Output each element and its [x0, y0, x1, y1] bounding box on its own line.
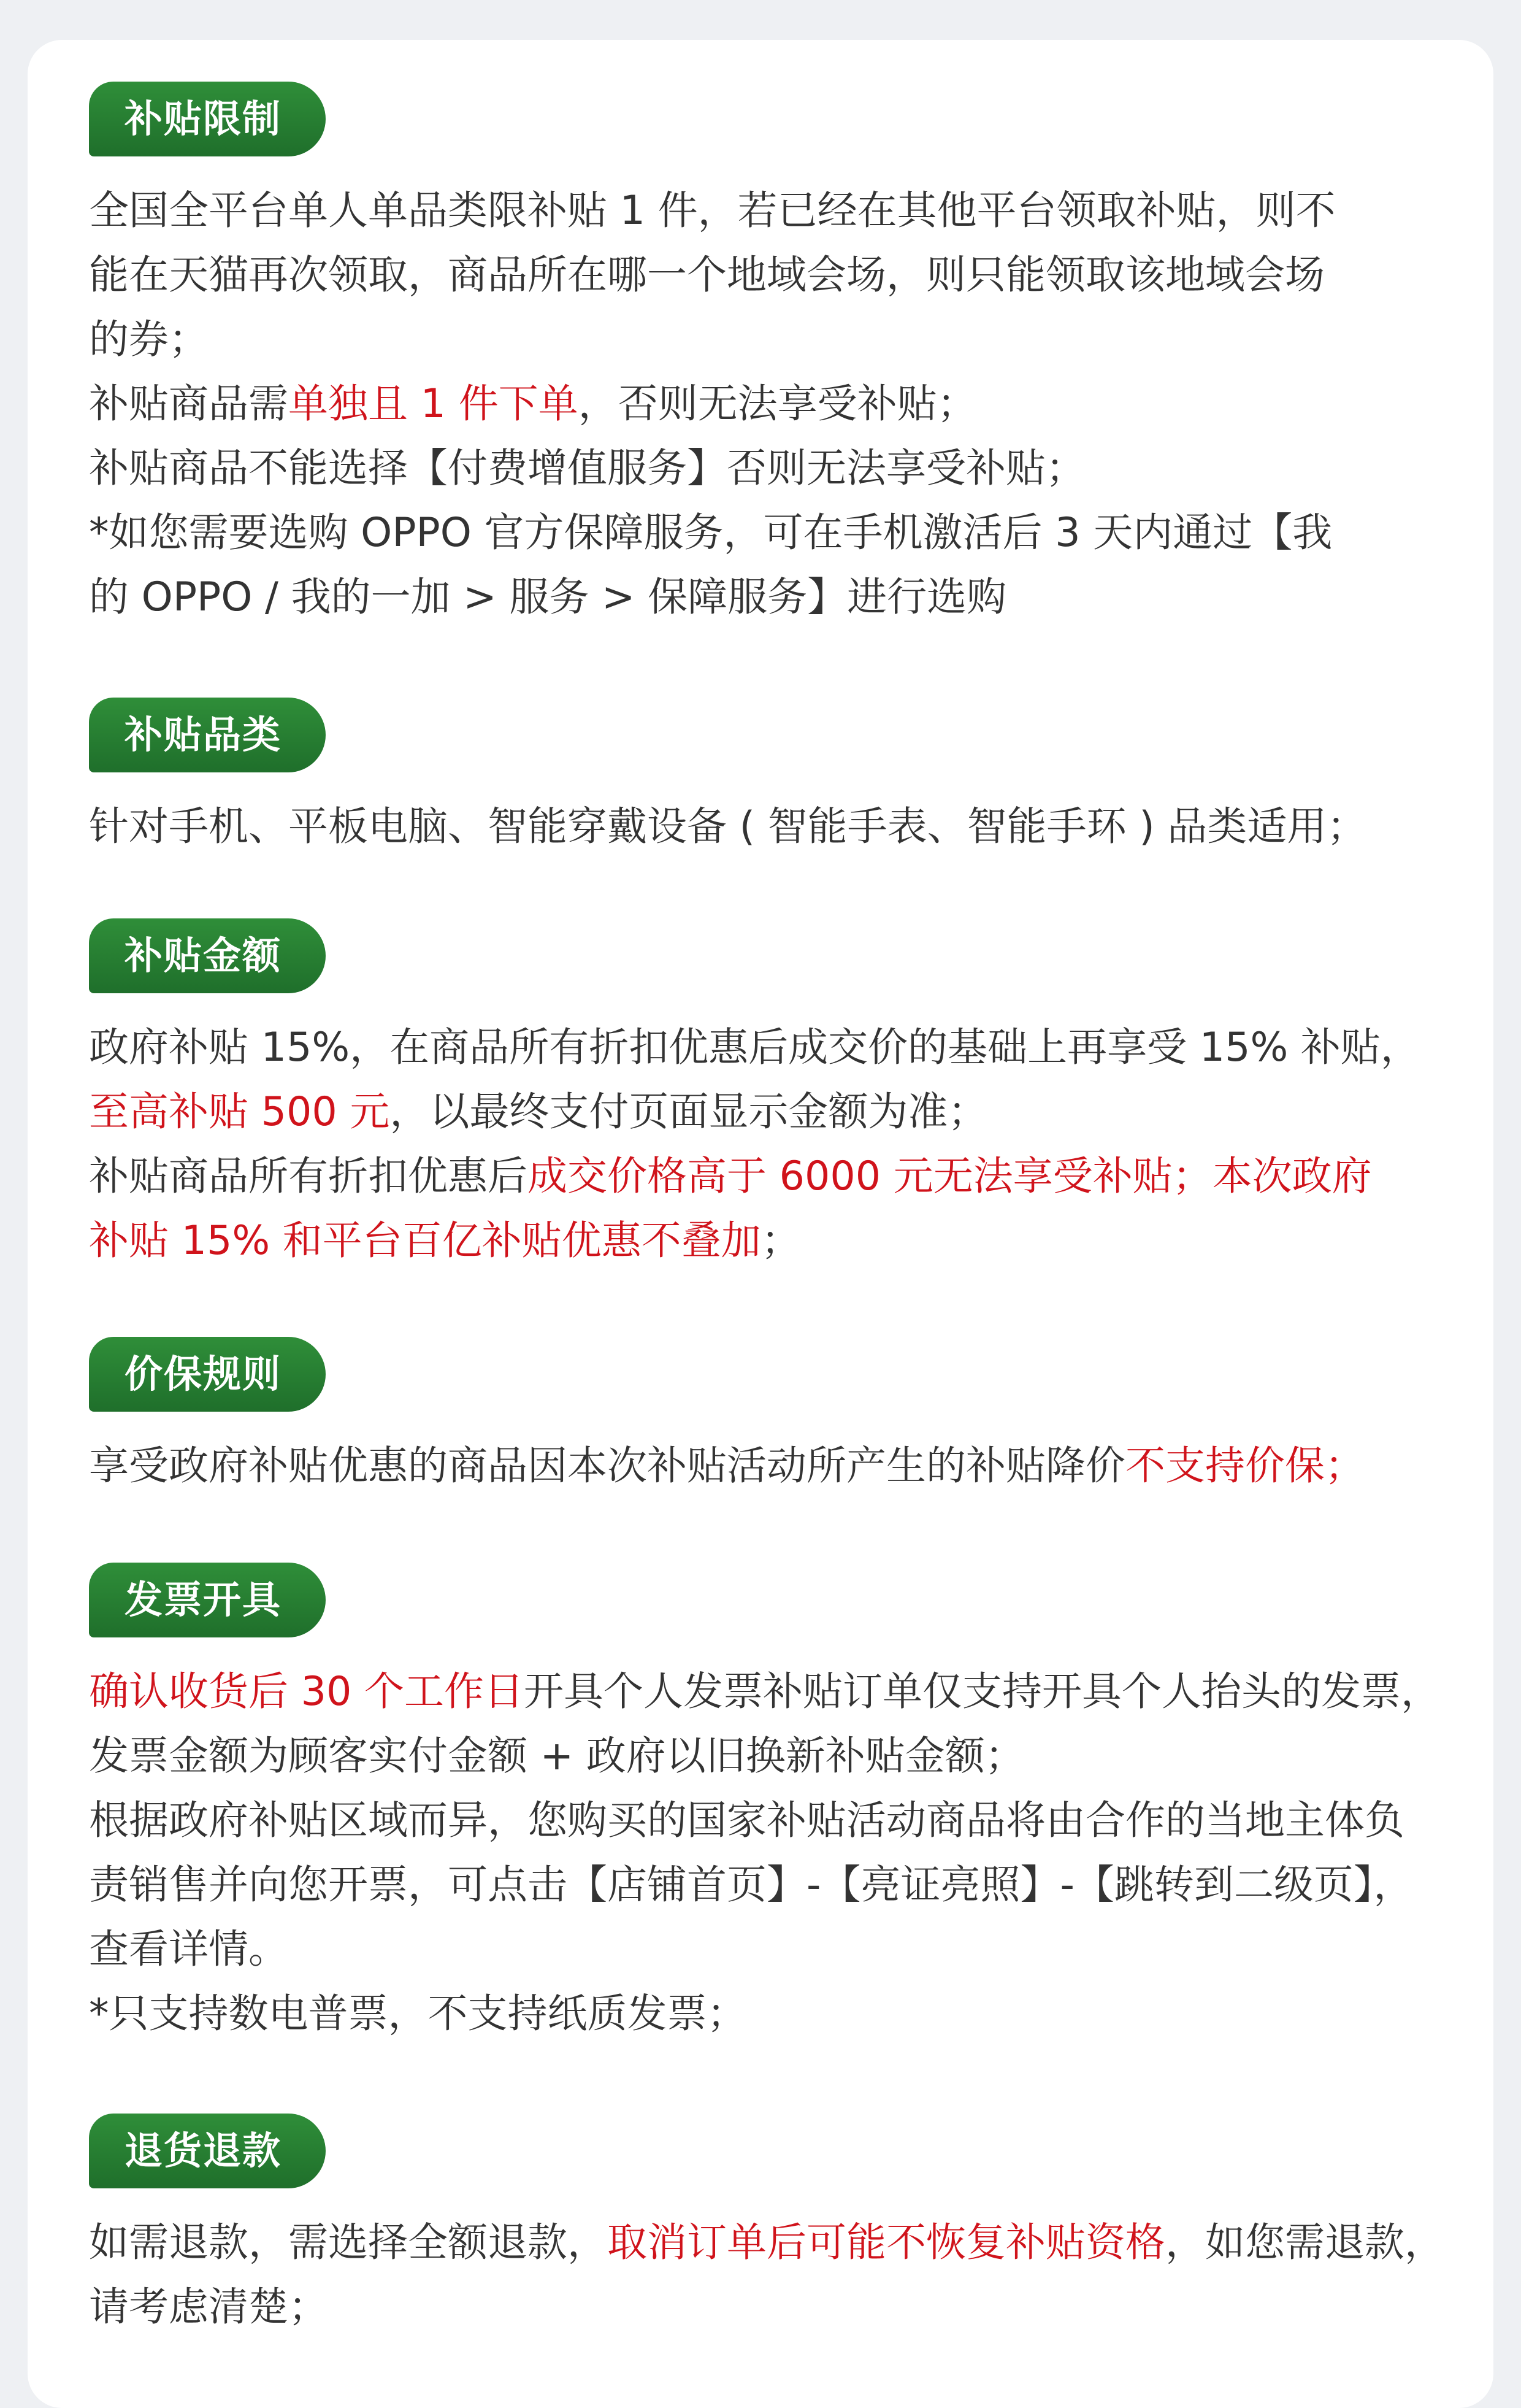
body-text-segment: 的券；	[89, 317, 209, 363]
text-line	[89, 1660, 1500, 1724]
section-body	[89, 2210, 1500, 2339]
text-line	[89, 1788, 1500, 1853]
text-line	[89, 1144, 1500, 1209]
body-text-segment: 补贴商品需	[89, 381, 289, 427]
section-tag: 补贴限制	[89, 82, 326, 156]
section-body	[89, 179, 1500, 629]
body-text-segment: ，否则无法享受补贴；	[578, 381, 977, 427]
body-text-segment: 发票金额为顾客实付金额 + 政府以旧换新补贴金额；	[89, 1733, 1025, 1779]
body-text-segment: *只支持数电普票，不支持纸质发票；	[89, 1991, 747, 2037]
section-tag: 补贴品类	[89, 698, 326, 772]
section-subsidy-amount	[89, 918, 1500, 1273]
text-line	[89, 2275, 1500, 2339]
text-line	[89, 436, 1500, 501]
body-text-segment: 查看详情。	[89, 1926, 289, 1972]
section-invoice	[89, 1563, 1500, 2046]
highlight-text: 至高补贴 500 元	[89, 1089, 390, 1135]
body-text-segment: 针对手机、平板电脑、智能穿戴设备 ( 智能手表、智能手环 ) 品类适用；	[89, 804, 1367, 850]
body-text-segment: 责销售并向您开票，可点击【店铺首页】-【亮证亮照】-【跳转到二级页】，	[89, 1862, 1414, 1908]
section-price-protection	[89, 1337, 1500, 1498]
text-line	[89, 794, 1500, 859]
section-tag: 价保规则	[89, 1337, 326, 1412]
text-line	[89, 372, 1500, 436]
body-text-segment: 全国全平台单人单品类限补贴 1 件，若已经在其他平台领取补贴，则不	[89, 188, 1336, 234]
body-text-segment: ，如您需退款，	[1165, 2220, 1445, 2266]
section-tag: 补贴金额	[89, 918, 326, 993]
highlight-text: 不支持价保；	[1125, 1443, 1365, 1489]
body-text-segment: 能在天猫再次领取，商品所在哪一个地域会场，则只能领取该地域会场	[89, 252, 1325, 298]
highlight-text: 取消订单后可能不恢复补贴资格	[607, 2220, 1166, 2266]
body-text-segment: *如您需要选购 OPPO 官方保障服务，可在手机激活后 3 天内通过【我	[89, 510, 1333, 556]
text-line	[89, 179, 1500, 243]
body-text-segment: 补贴商品不能选择【付费增值服务】否则无法享受补贴；	[89, 445, 1086, 491]
section-body	[89, 1434, 1500, 1498]
section-body	[89, 1660, 1500, 2046]
section-returns-refunds	[89, 2114, 1500, 2339]
text-line	[89, 1917, 1500, 1982]
section-tag: 发票开具	[89, 1563, 326, 1637]
text-line	[89, 307, 1500, 372]
text-line	[89, 1724, 1500, 1788]
rules-card	[28, 40, 1493, 2408]
body-text-segment: ，以最终支付页面显示金额为准；	[389, 1089, 988, 1135]
section-body	[89, 1015, 1500, 1273]
highlight-text: 单独且 1 件下单	[288, 381, 578, 427]
section-tag: 退货退款	[89, 2114, 326, 2188]
text-line	[89, 1982, 1500, 2046]
text-line	[89, 1853, 1500, 1917]
body-text-segment: 政府补贴 15%，在商品所有折扣优惠后成交价的基础上再享受 15% 补贴，	[89, 1025, 1420, 1071]
highlight-text: 确认收货后 30 个工作日	[89, 1669, 524, 1715]
text-line	[89, 243, 1500, 307]
text-line	[89, 1080, 1500, 1144]
body-text-segment: ；	[760, 1218, 801, 1264]
text-line	[89, 1015, 1500, 1080]
highlight-text: 成交价格高于 6000 元无法享受补贴；本次政府	[527, 1153, 1372, 1199]
section-subsidy-categories	[89, 698, 1500, 859]
body-text-segment: 补贴商品所有折扣优惠后	[89, 1153, 528, 1199]
text-line	[89, 565, 1500, 629]
text-line	[89, 1434, 1500, 1498]
section-subsidy-limits	[89, 82, 1500, 629]
text-line	[89, 501, 1500, 565]
body-text-segment: 如需退款，需选择全额退款，	[89, 2220, 608, 2266]
highlight-text: 补贴 15% 和平台百亿补贴优惠不叠加	[89, 1218, 761, 1264]
body-text-segment: 开具个人发票补贴订单仅支持开具个人抬头的发票，	[524, 1669, 1441, 1715]
section-body	[89, 794, 1500, 859]
text-line	[89, 2210, 1500, 2275]
body-text-segment: 请考虑清楚；	[89, 2284, 329, 2330]
body-text-segment: 享受政府补贴优惠的商品因本次补贴活动所产生的补贴降价	[89, 1443, 1126, 1489]
body-text-segment: 的 OPPO / 我的一加 > 服务 > 保障服务】进行选购	[89, 574, 1007, 620]
text-line	[89, 1209, 1500, 1273]
body-text-segment: 根据政府补贴区域而异，您购买的国家补贴活动商品将由合作的当地主体负	[89, 1798, 1405, 1844]
